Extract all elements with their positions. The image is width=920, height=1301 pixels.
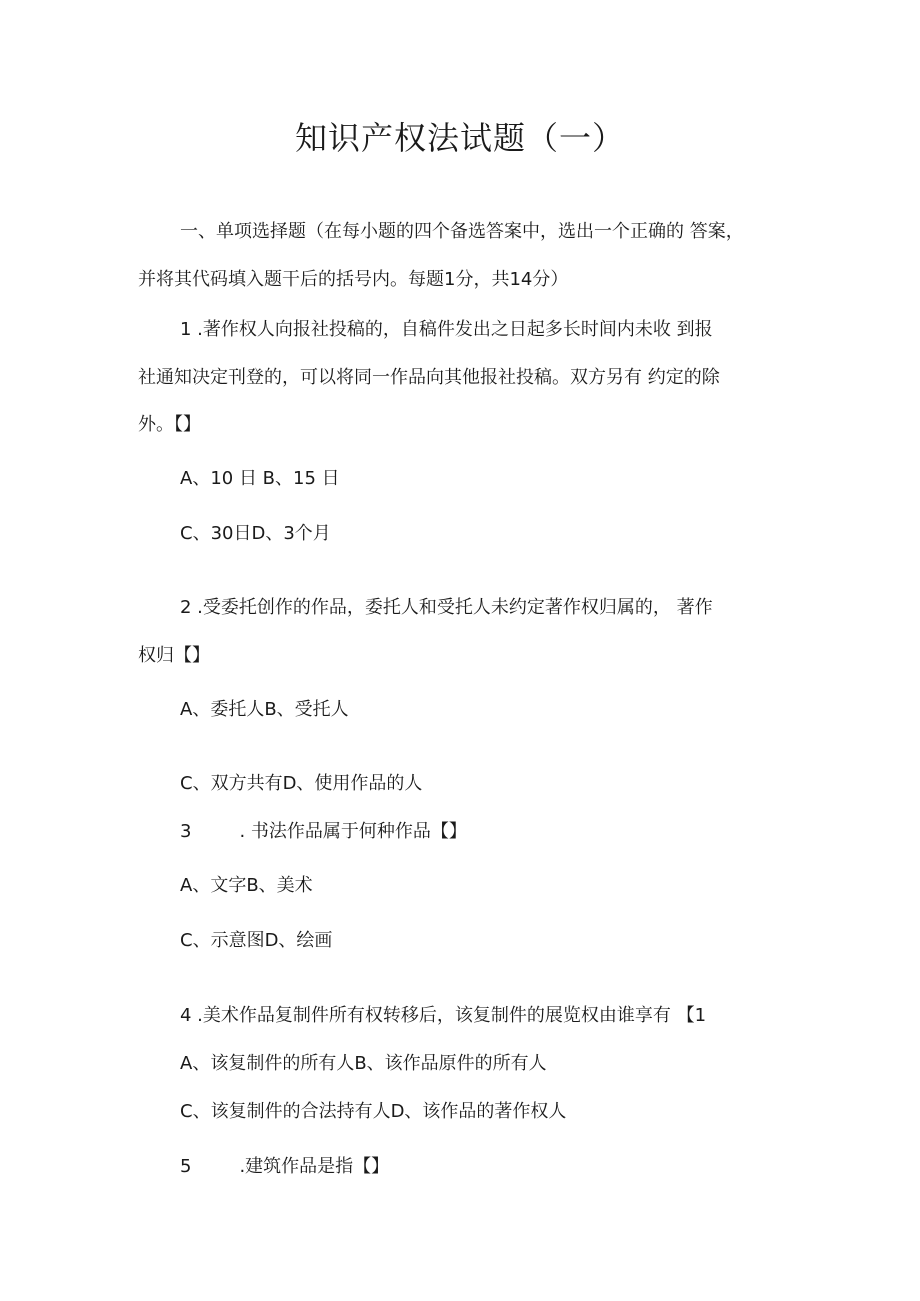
page-title: 知识产权法试题（一） bbox=[294, 119, 625, 157]
section-instruction-line2: 并将其代码填入题干后的括号内。每题1分，共14分） bbox=[138, 269, 569, 290]
question-2-options-cd: C、双方共有D、使用作品的人 bbox=[180, 773, 423, 794]
question-5-text: .建筑作品是指【】 bbox=[239, 1156, 390, 1177]
question-3-options-ab: A、文字B、美术 bbox=[180, 875, 313, 896]
question-1-line2: 社通知决定刊登的，可以将同一作品向其他报社投稿。双方另有 约定的除 bbox=[138, 367, 720, 388]
question-5-line bbox=[180, 1153, 389, 1181]
question-4-options-ab: A、该复制件的所有人B、该作品原件的所有人 bbox=[180, 1053, 547, 1074]
question-3-text: . 书法作品属于何种作品【】 bbox=[239, 821, 467, 842]
question-1-options-cd: C、30日D、3个月 bbox=[180, 523, 331, 544]
question-3-line bbox=[180, 818, 467, 846]
question-3-number: 3 bbox=[180, 821, 192, 842]
question-2-line1: 2 .受委托创作的作品，委托人和受托人未约定著作权归属的， 著作 bbox=[180, 597, 713, 618]
question-3-options-cd: C、示意图D、绘画 bbox=[180, 930, 333, 951]
question-2-line2: 权归【】 bbox=[138, 645, 210, 666]
question-1-line1: 1 .著作权人向报社投稿的，自稿件发出之日起多长时间内未收 到报 bbox=[180, 319, 713, 340]
question-5-number: 5 bbox=[180, 1156, 192, 1177]
question-4-line1: 4 .美术作品复制件所有权转移后，该复制件的展览权由谁享有 【1 bbox=[180, 1005, 707, 1026]
question-4-options-cd: C、该复制件的合法持有人D、该作品的著作权人 bbox=[180, 1101, 567, 1122]
section-instruction-line1: 一、单项选择题（在每小题的四个备选答案中，选出一个正确的 答案， bbox=[180, 221, 744, 242]
question-1-line3: 外。【】 bbox=[138, 414, 201, 435]
question-2-options-ab: A、委托人B、受托人 bbox=[180, 699, 349, 720]
question-1-options-ab: A、10 日 B、15 日 bbox=[180, 468, 340, 489]
